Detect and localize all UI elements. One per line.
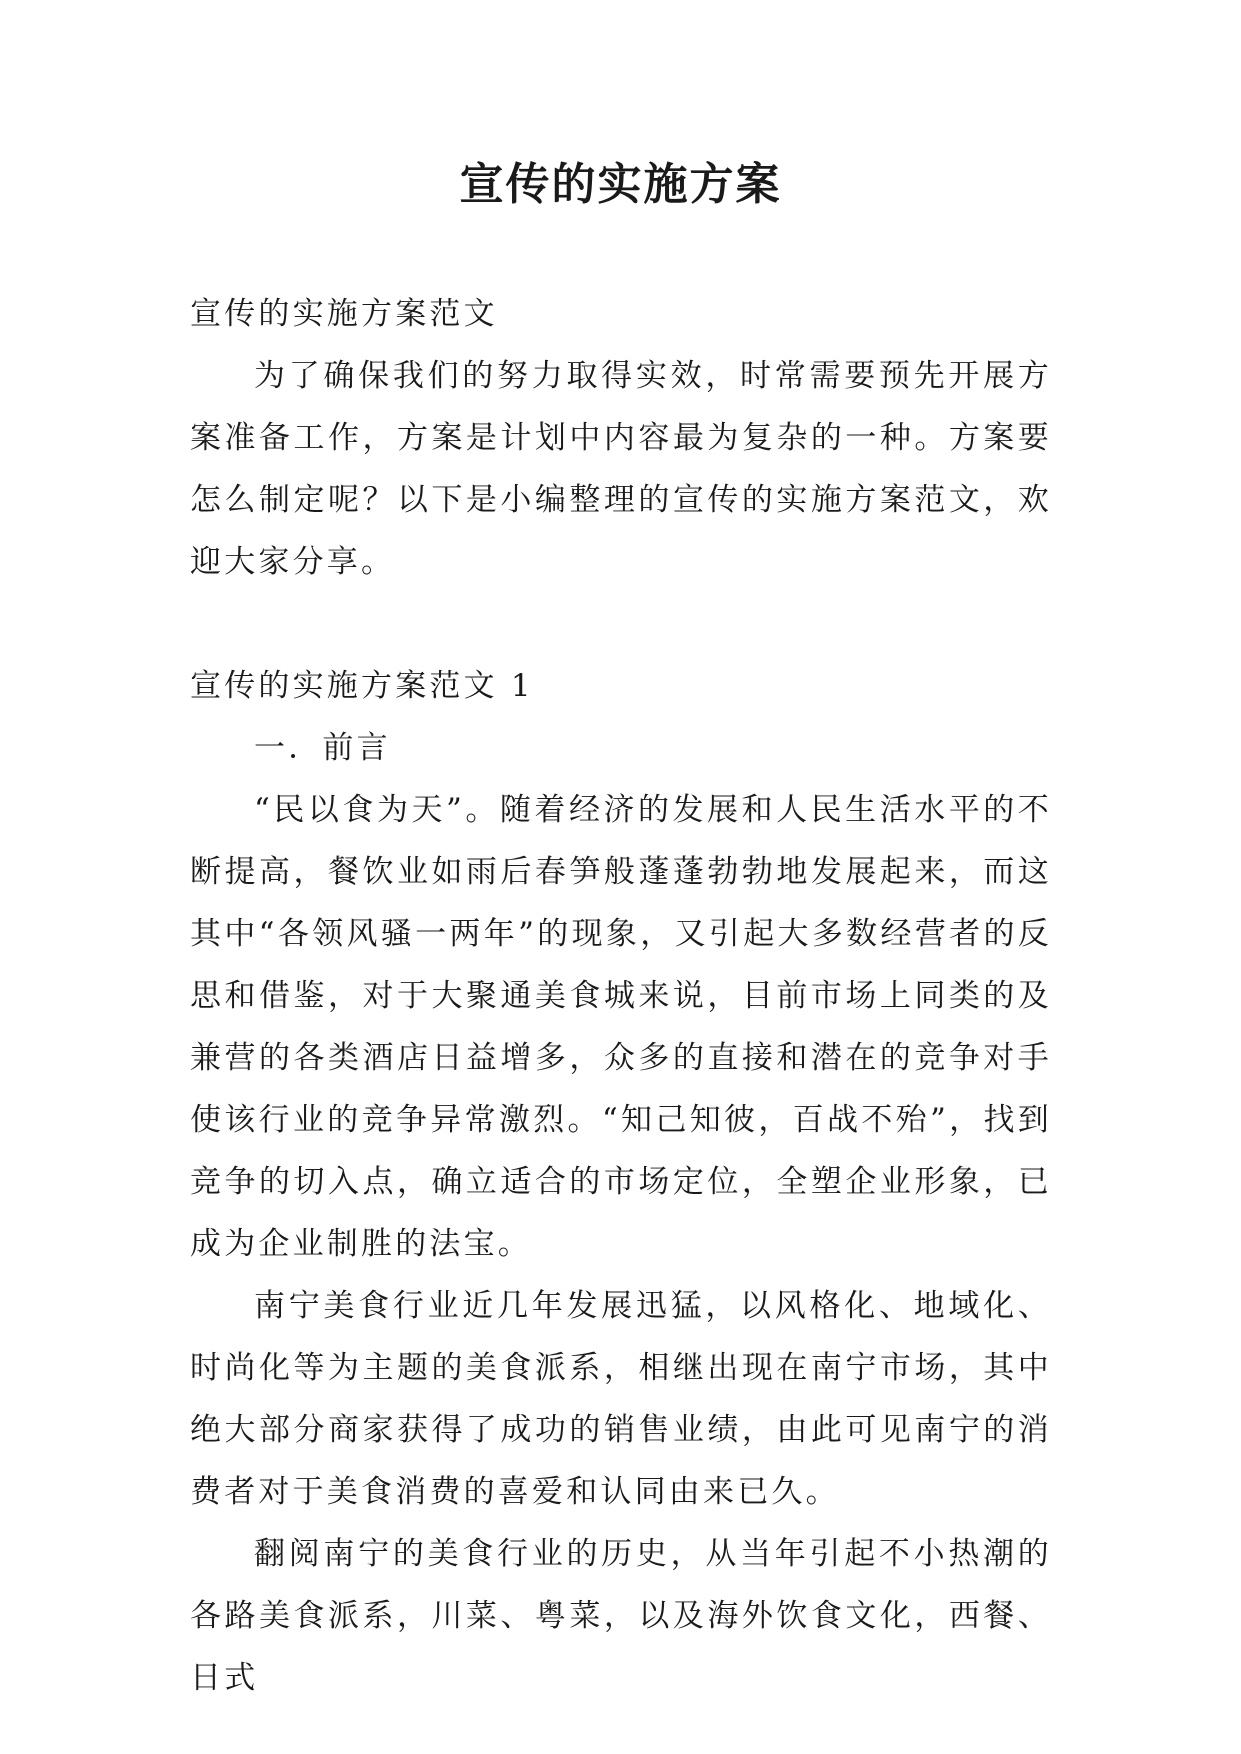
body-paragraph: 翻阅南宁的美食行业的历史，从当年引起不小热潮的各路美食派系，川菜、粤菜，以及海外饮食文化，西餐、日式 (190, 1536, 1052, 1696)
body-paragraph: “民以食为天”。随着经济的发展和人民生活水平的不断提高，餐饮业如雨后春笋般蓬蓬勃勃地发展起来，而这其中“各领风骚一两年”的现象，又引起大多数经营者的反思和借鉴，对于大聚通美食城来说，目前市场上同类的及兼营的各类酒店日益增多，众多的直接和潜在的竞争对手使该行业的竞争异常激烈。“知己知彼，百战不殆”，找到竞争的切入点，确立适合的市场定位，全塑企业形象，已成为企业制胜的法宝。 (190, 792, 1052, 1262)
subtitle: 宣传的实施方案范文 (190, 296, 498, 332)
section-title: 宣传的实施方案范文 1 (190, 668, 534, 704)
section-heading: 一．前言 (254, 730, 391, 766)
body-paragraph: 南宁美食行业近几年发展迅猛，以风格化、地域化、时尚化等为主题的美食派系，相继出现在南宁市场，其中绝大部分商家获得了成功的销售业绩，由此可见南宁的消费者对于美食消费的喜爱和认同由来已久。 (190, 1288, 1052, 1510)
section-gap (190, 593, 1052, 655)
document-title: 宣传的实施方案 (459, 159, 782, 210)
document-body (190, 283, 1052, 1709)
intro-paragraph: 为了确保我们的努力取得实效，时常需要预先开展方案准备工作，方案是计划中内容最为复杂的一种。方案要怎么制定呢？以下是小编整理的宣传的实施方案范文，欢迎大家分享。 (190, 358, 1052, 580)
